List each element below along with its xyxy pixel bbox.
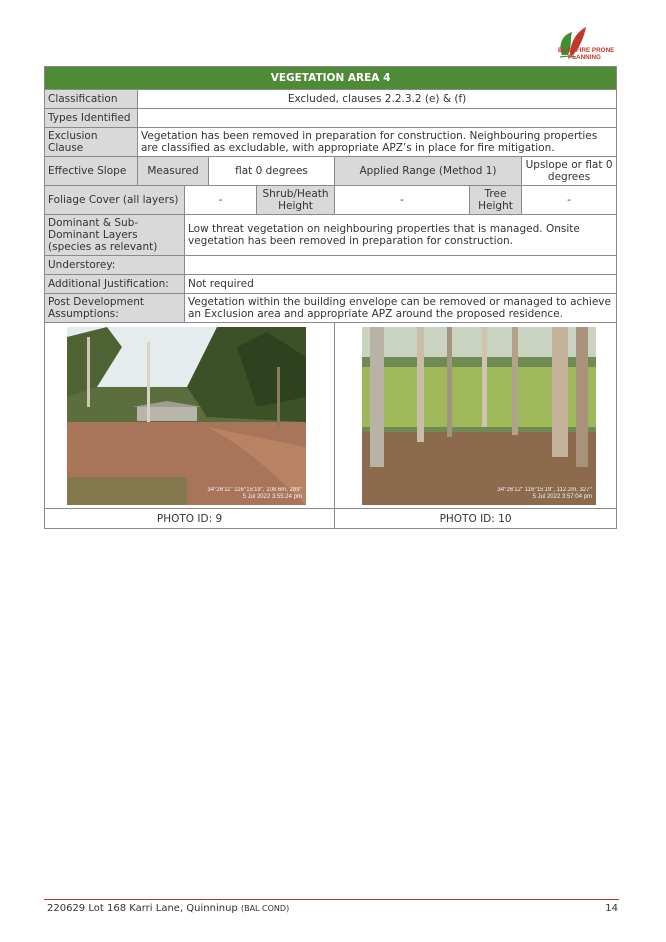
shrub-height-value: -: [335, 186, 470, 215]
measured-label: Measured: [138, 157, 209, 186]
types-identified-label: Types Identified: [45, 109, 138, 128]
understorey-label: Understorey:: [45, 256, 185, 275]
site-photo-9: [67, 327, 306, 505]
justification-label: Additional Justification:: [45, 275, 185, 294]
types-identified-value: [138, 109, 617, 128]
shrub-height-label: Shrub/Heath Height: [257, 186, 335, 215]
site-photo-10: [362, 327, 596, 505]
photo-cell-9: [45, 323, 335, 509]
applied-range-value: Upslope or flat 0 degrees: [522, 157, 617, 186]
footer-address-text: 220629 Lot 168 Karri Lane, Quinninup: [47, 903, 238, 914]
exclusion-clause-label: Exclusion Clause: [45, 128, 138, 157]
foliage-cover-value: -: [185, 186, 257, 215]
footer-address-note: (BAL COND): [240, 904, 290, 913]
photo-id-9: PHOTO ID: 9: [45, 509, 335, 529]
effective-slope-label: Effective Slope: [45, 157, 138, 186]
footer-divider: [44, 899, 619, 900]
justification-value: Not required: [185, 275, 617, 294]
vegetation-table: [44, 66, 617, 529]
applied-range-label: Applied Range (Method 1): [335, 157, 522, 186]
photo-stamp-9: 34°26'11" 116°15'19", 108.6m, 289° 5 Jul 2022 3:55:24 pm: [207, 487, 302, 500]
tree-height-value: -: [522, 186, 617, 215]
post-development-label: Post Development Assumptions:: [45, 294, 185, 323]
photo-id-10: PHOTO ID: 10: [335, 509, 617, 529]
measured-value: flat 0 degrees: [209, 157, 335, 186]
dominant-layers-label: Dominant & Sub-Dominant Layers (species as relevant): [45, 215, 185, 256]
logo-text: BUSHFIRE PRONE PLANNING: [558, 47, 615, 61]
tree-height-label: Tree Height: [470, 186, 522, 215]
classification-label: Classification: [45, 90, 138, 109]
foliage-cover-label: Foliage Cover (all layers): [45, 186, 185, 215]
post-development-value: Vegetation within the building envelope can be removed or managed to achieve an Exclusion area and appropriate APZ around the proposed residence.: [185, 294, 617, 323]
photo-cell-10: [335, 323, 617, 509]
classification-value: Excluded, clauses 2.2.3.2 (e) & (f): [138, 90, 617, 109]
understorey-value: [185, 256, 617, 275]
exclusion-clause-value: Vegetation has been removed in preparation for construction. Neighbouring properties are classified as excludable, with appropriate APZ’s in place for fire mitigation.: [138, 128, 617, 157]
page-number: 14: [605, 903, 618, 914]
table-title: VEGETATION AREA 4: [45, 67, 617, 90]
photo-stamp-10: 34°26'12" 116°15'19", 112.2m, 327° 5 Jul 2022 3:57:04 pm: [497, 487, 592, 500]
dominant-layers-value: Low threat vegetation on neighbouring properties that is managed. Onsite vegetation has been removed in preparation for construction.: [185, 215, 617, 256]
footer-address: [47, 903, 289, 914]
